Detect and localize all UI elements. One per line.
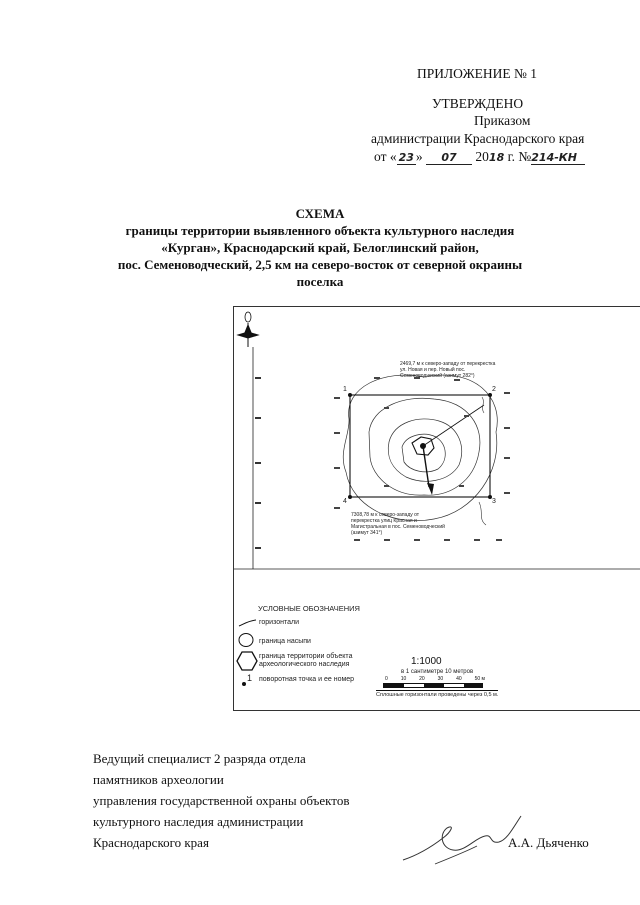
north-arrow-icon: [238, 312, 258, 347]
date-suffix: г. №: [507, 149, 532, 164]
map-point-3: 3: [492, 498, 496, 505]
scale-tick-20: 20: [419, 676, 425, 682]
hexagon-boundary-icon: [236, 651, 258, 671]
approved-label: УТВЕРЖДЕНО: [432, 96, 524, 111]
date-prefix: от «: [374, 149, 397, 164]
date-mid: »: [415, 149, 423, 164]
map-point-1: 1: [343, 386, 347, 393]
scheme-heading: СХЕМА: [295, 206, 345, 221]
signatory-name: А.А. Дьяченко: [508, 835, 589, 850]
contour-line-icon: [238, 618, 258, 628]
legend-item-mound: граница насыпи: [259, 638, 311, 645]
legend-item-point: поворотная точка и ее номер: [259, 676, 355, 683]
scheme-title-line2: «Курган», Краснодарский край, Белоглинский район,: [161, 240, 479, 255]
date-day: 23: [398, 151, 414, 164]
scale-tick-10: 10: [400, 676, 407, 682]
handwritten-signature-icon: [395, 808, 525, 878]
scheme-title-line1: границы территории выявленного объекта культурного наследия: [125, 223, 515, 238]
scale-tick-0: 0: [385, 676, 388, 682]
scale-footer: Сплошные горизонтали проведены через 0,5 м.: [376, 692, 499, 698]
date-month: 07: [426, 151, 472, 165]
order-number: 214-КН: [531, 151, 585, 165]
map-point-4: 4: [343, 498, 347, 505]
turning-point-number: 1: [247, 673, 253, 683]
scale-tick-50: 50 м: [474, 676, 485, 682]
legend-item-contours: горизонтали: [259, 619, 300, 626]
signature-line2: памятников археологии: [93, 772, 224, 787]
signature-line5: Краснодарского края: [93, 835, 209, 850]
scale-ticks: [385, 676, 485, 682]
scale-ratio: 1:1000: [411, 656, 442, 667]
date-year: 18: [488, 151, 505, 164]
scale-tick-40: 40: [456, 676, 462, 682]
order-label: Приказом: [474, 113, 531, 128]
legend-item-territory: граница территории объекта археологического наследия: [259, 653, 353, 668]
scale-bar: [383, 683, 483, 688]
mound-boundary-icon: [238, 632, 254, 648]
legend-title: УСЛОВНЫЕ ОБОЗНАЧЕНИЯ: [258, 604, 360, 613]
signature-line4: культурного наследия администрации: [93, 814, 304, 829]
date-year-prefix: 20: [475, 149, 489, 164]
map-point-2: 2: [492, 386, 496, 393]
order-date-line: [374, 149, 585, 165]
scale-note: в 1 сантиметре 10 метров: [401, 669, 474, 675]
map-note-bottom: 7308,78 м к северо-западу от перекрестка улиц Красная и Магистральная в пос. Семеноводческий (азимут 341°): [351, 512, 445, 536]
map-note-top: 2469,7 м к северо-западу от перекрестка ул. Новая и пер. Новый пос. Семеноводческий (азимут 282°): [400, 361, 496, 379]
appendix-label: ПРИЛОЖЕНИЕ № 1: [417, 66, 538, 81]
signature-line3: управления государственной охраны объектов: [93, 793, 350, 808]
scale-tick-30: 30: [437, 676, 444, 682]
signature-line1: Ведущий специалист 2 разряда отдела: [93, 751, 306, 766]
scheme-title-line3: пос. Семеноводческий, 2,5 км на северо-восток от северной окраины: [117, 257, 523, 272]
scheme-title-line4: поселка: [296, 274, 344, 289]
authority-label: администрации Краснодарского края: [371, 131, 585, 146]
